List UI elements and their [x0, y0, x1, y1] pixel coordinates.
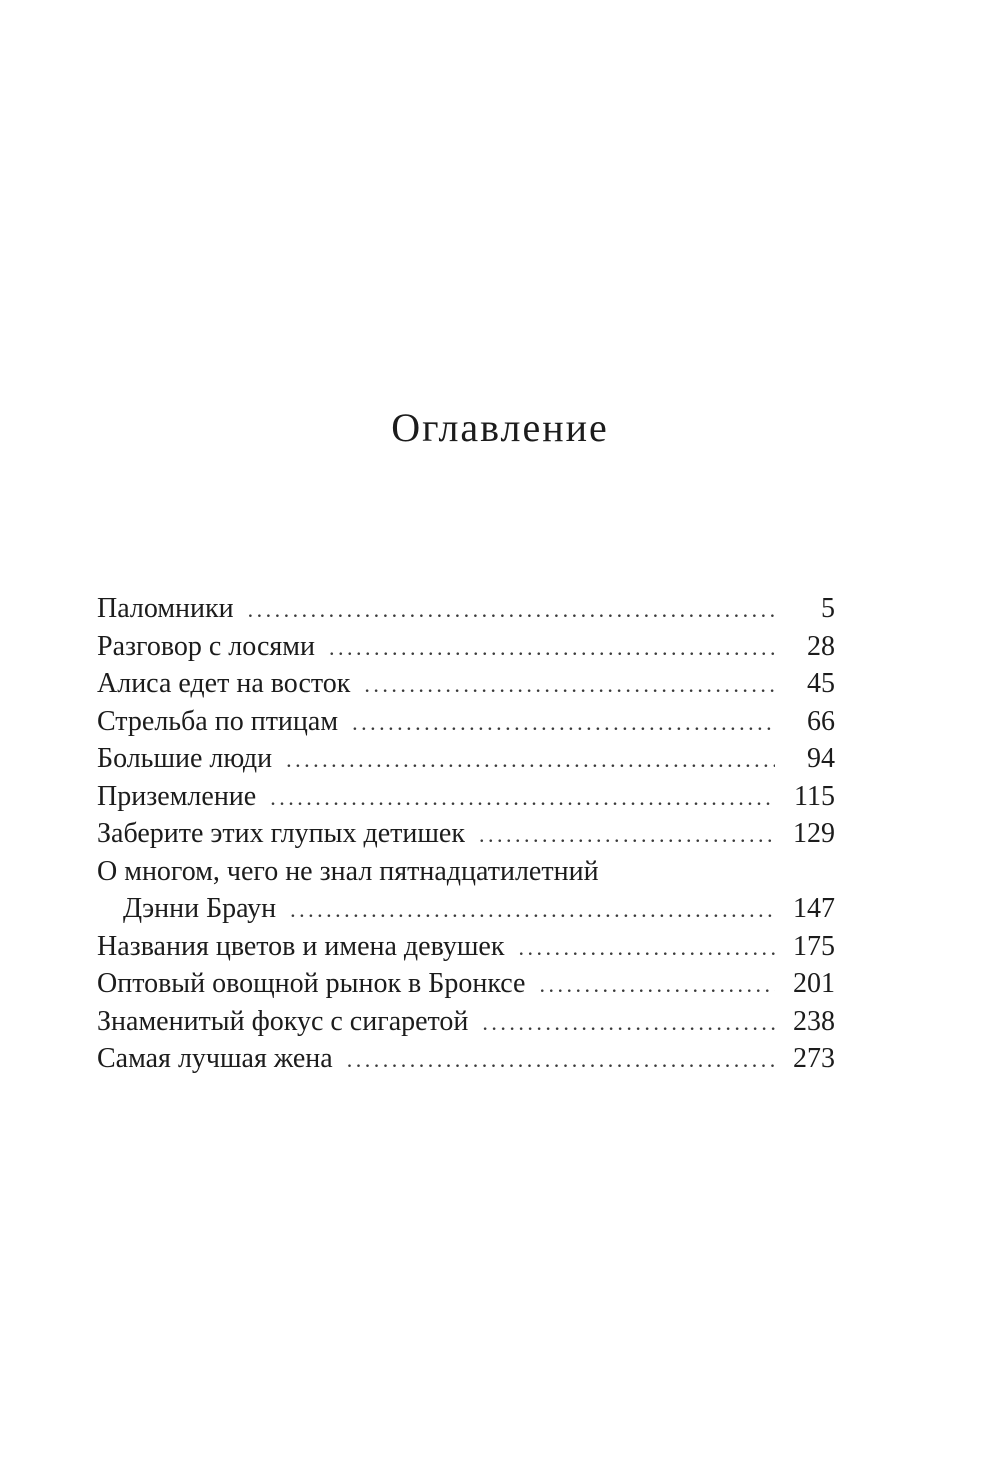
toc-entry-title: Заберите этих глупых детишек — [97, 818, 465, 849]
toc-entry-title: Стрельба по птицам — [97, 705, 339, 737]
toc-entry-line1 — [97, 853, 835, 891]
toc-entry — [97, 1003, 835, 1041]
toc-entry-page: 28 — [807, 630, 835, 662]
toc-entry-page: 66 — [807, 705, 835, 737]
toc-entry-page: 175 — [793, 930, 835, 962]
toc-entry-page: 94 — [807, 743, 835, 774]
toc-entry-title: О многом, чего не знал пятнадцатилетний — [97, 855, 599, 887]
dot-leader — [286, 741, 775, 779]
toc-entry — [97, 628, 835, 666]
toc-entry-title: Самая лучшая жена — [97, 1043, 333, 1074]
toc-entry — [97, 778, 835, 816]
toc-entry — [97, 928, 835, 966]
toc-entry — [97, 590, 835, 628]
dot-leader — [482, 1004, 775, 1042]
toc-entry-title: Оптовый овощной рынок в Бронксе — [97, 968, 526, 999]
toc-entry-page: 129 — [793, 818, 835, 849]
toc-entry — [97, 815, 835, 853]
toc-entry — [97, 1040, 835, 1078]
toc-entry-title: Разговор с лосями — [97, 630, 315, 662]
table-of-contents — [97, 590, 835, 1078]
toc-entry — [97, 740, 835, 778]
toc-entry-page: 201 — [793, 968, 835, 999]
dot-leader — [364, 666, 775, 704]
toc-entry-title: Названия цветов и имена девушек — [97, 930, 505, 962]
dot-leader — [539, 966, 775, 1004]
toc-entry-page: 5 — [821, 593, 835, 624]
toc-entry-title: Большие люди — [97, 743, 273, 774]
toc-entry-page: 273 — [793, 1043, 835, 1074]
toc-entry-title: Алиса едет на восток — [97, 668, 351, 699]
dot-leader — [479, 816, 775, 854]
toc-entry-title-continued: Дэнни Браун — [123, 893, 277, 924]
toc-entry-page: 115 — [794, 780, 835, 812]
toc-entry-title: Приземление — [97, 780, 257, 812]
toc-entry-line2 — [97, 890, 835, 928]
toc-entry-title: Паломники — [97, 593, 234, 624]
toc-entry-title: Знаменитый фокус с сигаретой — [97, 1005, 469, 1037]
dot-leader — [352, 704, 775, 742]
toc-entry-page: 238 — [793, 1005, 835, 1037]
dot-leader — [248, 591, 775, 629]
dot-leader — [347, 1041, 775, 1079]
dot-leader — [270, 779, 775, 817]
toc-entry — [97, 965, 835, 1003]
dot-leader — [290, 891, 775, 929]
toc-entry-page: 147 — [793, 893, 835, 924]
page-title: Оглавление — [391, 405, 609, 450]
dot-leader — [518, 929, 775, 967]
dot-leader — [329, 629, 775, 667]
toc-entry — [97, 665, 835, 703]
toc-entry — [97, 703, 835, 741]
toc-entry-page: 45 — [807, 668, 835, 699]
